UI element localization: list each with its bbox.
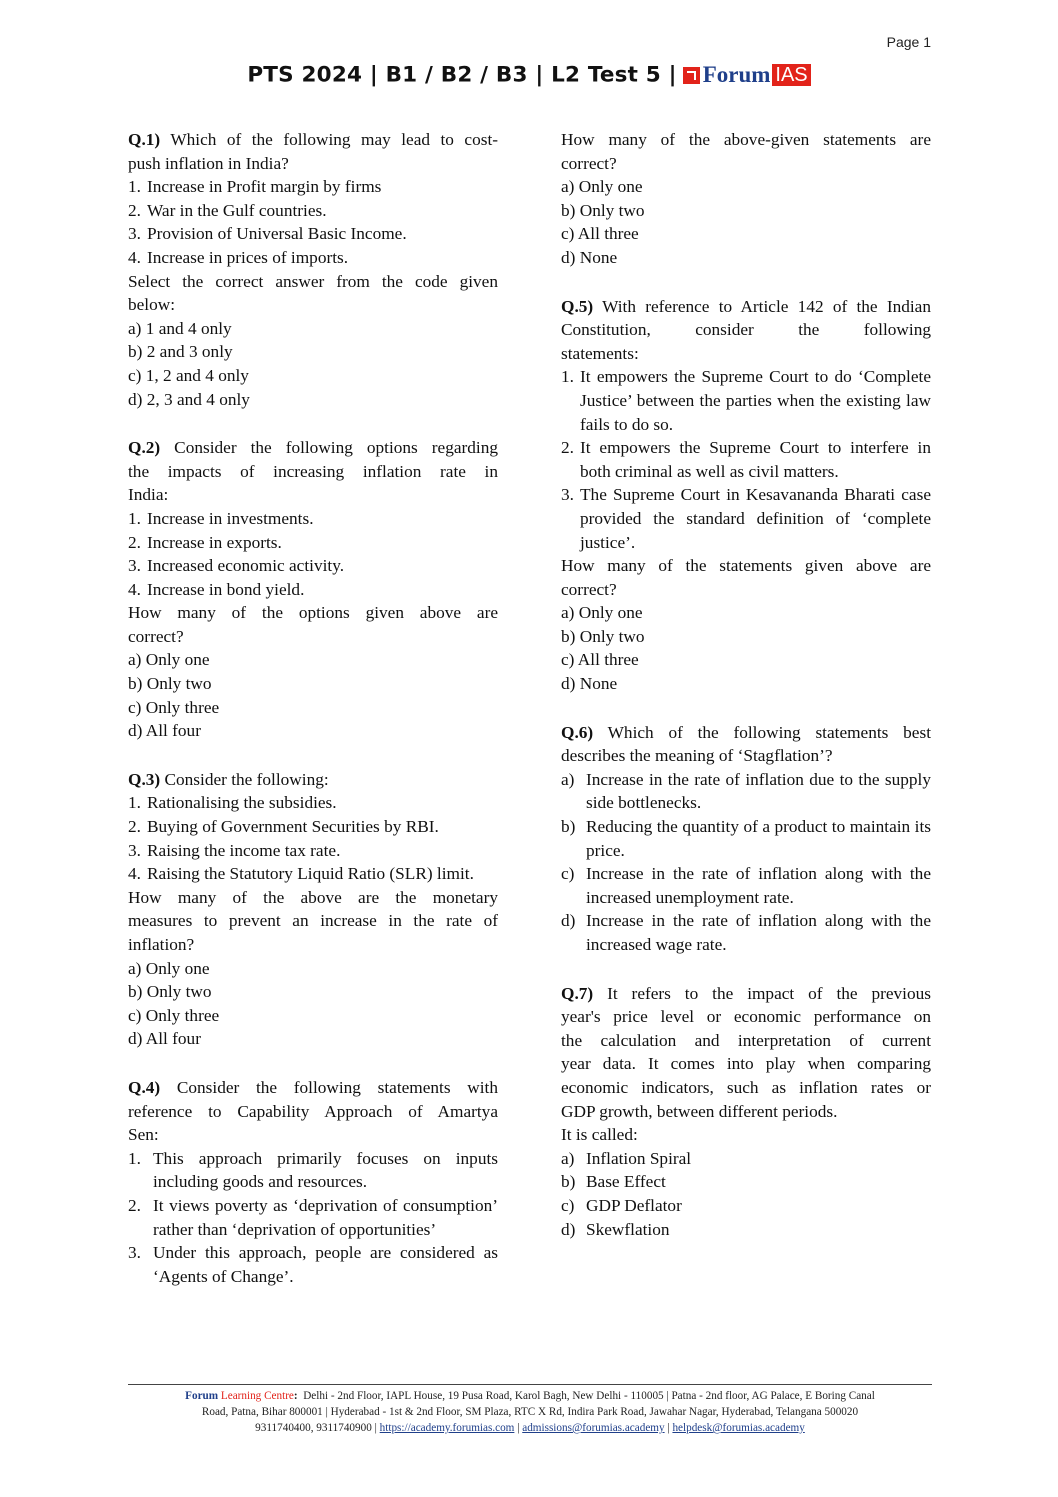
answer-option: d) Skewflation (561, 1219, 670, 1239)
question-number: Q.5) (561, 296, 594, 316)
question-number: Q.2) (128, 438, 161, 458)
list-item: 1. It empowers the Supreme Court to do ‘Complete Justice’ between the parties when the existing law fails to do so. (561, 367, 931, 434)
right-column (561, 128, 931, 1266)
footer-brand-suffix: Learning Centre (218, 1390, 294, 1402)
question-prompt: Select the correct answer from the code given (128, 271, 498, 291)
list-item: 3. Under this approach, people are considered as ‘Agents of Change’. (128, 1243, 498, 1286)
academy-link[interactable]: https://academy.forumias.com (379, 1422, 515, 1434)
answer-options (128, 648, 498, 742)
answer-options (561, 768, 931, 957)
admissions-email-link[interactable]: admissions@forumias.academy (522, 1422, 665, 1434)
list-item: 2. Increase in exports. (128, 532, 282, 552)
logo-forum-text: Forum (702, 62, 771, 87)
question-3: Q.3) Consider the following: 1. Rationalising the subsidies. 2. Buying of Government Securities by RBI. 3. Raising the income tax rate. 4. Raising the Statutory Liquid Ratio (SLR) limit. How many of the above are the monetary measures to prevent an increase in the rate of inflation? a) Only one b) Only two c) Only three d) All four (128, 768, 498, 1051)
question-prompt: correct? (561, 579, 617, 599)
answer-option: b) Only two (561, 200, 645, 220)
list-item: 3. Increased economic activity. (128, 556, 345, 576)
answer-option: d) Increase in the rate of inflation along with the increased wage rate. (561, 911, 931, 954)
page-number: Page 1 (886, 34, 931, 50)
logo-ias-text: IAS (772, 64, 810, 86)
question-4: Q.4) Consider the following statements with reference to Capability Approach of Amartya Sen: 1. This approach primarily focuses on inputs including goods and resources. 2. It views poverty as ‘deprivation of consumption’ rather than ‘deprivation of opportunities’ 3. Under this approach, people are considered as ‘Agents of Change’. (128, 1076, 498, 1288)
answer-option: a) Only one (561, 603, 643, 623)
answer-option: b) 2 and 3 only (128, 342, 233, 362)
answer-option: b) Only two (128, 674, 212, 694)
answer-options (561, 601, 931, 695)
question-prompt: How many of the above are the monetary (128, 887, 498, 907)
answer-option: a) Only one (128, 958, 210, 978)
question-number: Q.4) (128, 1077, 161, 1097)
list-item: 1. Increase in Profit margin by firms (128, 177, 382, 197)
list-item: 1. This approach primarily focuses on inputs including goods and resources. (128, 1148, 498, 1192)
answer-option: c) GDP Deflator (561, 1195, 682, 1215)
list-item: 4. Increase in bond yield. (128, 579, 305, 599)
question-4-continued (561, 128, 931, 270)
answer-option: a) Only one (128, 650, 210, 670)
question-prompt: How many of the options given above are (128, 603, 498, 623)
test-title: PTS 2024 | B1 / B2 / B3 | L2 Test 5 | (247, 62, 677, 88)
answer-option: b) Only two (128, 982, 212, 1002)
footer-brand: Forum (185, 1390, 219, 1402)
statement-list (128, 791, 498, 885)
footer-address: Delhi - 2nd Floor, IAPL House, 19 Pusa Road, Karol Bagh, New Delhi - 110005 | Patna - 2nd floor, AG Palace, E Boring Canal (303, 1390, 875, 1402)
answer-option: a) Increase in the rate of inflation due to the supply side bottlenecks. (561, 769, 931, 813)
question-prompt: inflation? (128, 935, 195, 954)
statement-list (128, 175, 498, 269)
answer-option: d) 2, 3 and 4 only (128, 389, 250, 409)
forumias-logo (683, 62, 811, 88)
question-prompt: It is called: (561, 1125, 638, 1145)
question-prompt: correct? (128, 626, 184, 646)
question-number: Q.3) (128, 769, 161, 789)
answer-option: b) Reducing the quantity of a product to maintain its price. (561, 817, 931, 860)
question-number: Q.1) (128, 130, 161, 149)
left-column (128, 128, 498, 1313)
footer-address: Road, Patna, Bihar 800001 | Hyderabad - 1st & 2nd Floor, SM Plaza, RTC X Rd, Indira Park Road, Jawahar Nagar, Hyderabad, Telangana 500020 (201, 1406, 859, 1418)
list-item: 3. Raising the income tax rate. (128, 840, 341, 860)
answer-option: c) All three (561, 650, 639, 670)
helpdesk-email-link[interactable]: helpdesk@forumias.academy (672, 1422, 805, 1434)
answer-options (561, 175, 931, 269)
answer-option: d) All four (128, 721, 201, 741)
question-prompt: correct? (561, 153, 617, 173)
question-number: Q.6) (561, 722, 594, 742)
answer-option: d) None (561, 674, 618, 694)
answer-options (128, 317, 498, 411)
list-item: 4. Increase in prices of imports. (128, 247, 349, 267)
question-6: Q.6) Which of the following statements best describes the meaning of ‘Stagflation’? a) Increase in the rate of inflation due to the supply side bottlenecks. b) Reducing the quantity of a product to maintain its price. c) Increase in the rate of inflation along with the increased unemployment rate. d) Increase in the rate of inflation along with the increased wage rate. (561, 721, 931, 957)
answer-option: b) Only two (561, 626, 645, 646)
list-item: 1. Rationalising the subsidies. (128, 793, 337, 813)
answer-option: a) Inflation Spiral (561, 1148, 692, 1168)
answer-option: a) 1 and 4 only (128, 318, 232, 338)
answer-option: c) All three (561, 224, 639, 244)
question-5: Q.5) With reference to Article 142 of the Indian Constitution, consider the following statements: 1. It empowers the Supreme Court to do ‘Complete Justice’ between the parties when the existing law fails to do so. 2. It empowers the Supreme Court to interfere in both criminal as well as civil matters. 3. The Supreme Court in Kesavananda Bharati case provided the standard definition of ‘complete justice’. How many of the statements given above are correct? a) Only one b) Only two c) All three d) None (561, 295, 931, 696)
list-item: 2. It views poverty as ‘deprivation of consumption’ rather than ‘deprivation of opportunities’ (128, 1195, 498, 1239)
question-text: Which of the following may lead to cost- (160, 130, 498, 149)
answer-option: c) 1, 2 and 4 only (128, 365, 249, 385)
footer-phones: 9311740400, 9311740900 | (255, 1422, 377, 1434)
answer-options (128, 957, 498, 1051)
question-1 (128, 128, 498, 411)
statement-list (561, 365, 931, 554)
question-7: Q.7) It refers to the impact of the previous year's price level or economic performance on the calculation and interpretation of current year data. It comes into play when comparing economic indicators, such as inflation rates or GDP growth, between different periods. It is called: a) Inflation Spiral b) Base Effect c) GDP Deflator d) Skewflation (561, 982, 931, 1242)
statement-list (128, 1147, 498, 1289)
answer-option: c) Increase in the rate of inflation along with the increased unemployment rate. (561, 864, 931, 907)
question-prompt: measures to prevent an increase in the rate of (128, 911, 498, 931)
question-prompt: below: (128, 295, 176, 315)
list-item: 4. Raising the Statutory Liquid Ratio (SLR) limit. (128, 864, 474, 884)
answer-options (561, 1147, 931, 1241)
answer-option: d) All four (128, 1029, 201, 1049)
list-item: 3. The Supreme Court in Kesavananda Bharati case provided the standard definition of ‘complete justice’. (561, 485, 931, 552)
answer-option: c) Only three (128, 697, 220, 717)
page-header (0, 62, 1058, 88)
list-item: 2. Buying of Government Securities by RBI. (128, 817, 439, 837)
question-text: push inflation in India? (128, 153, 289, 173)
arrow-up-right-icon (683, 67, 700, 84)
answer-option: d) None (561, 247, 618, 267)
question-prompt: How many of the above-given statements are (561, 130, 931, 149)
page-footer: Forum Learning Centre: Delhi - 2nd Floor, IAPL House, 19 Pusa Road, Karol Bagh, New Delhi - 110005 | Patna - 2nd floor, AG Palace, E Boring Canal Road, Patna, Bihar 800001 | Hyderabad - 1st & 2nd Floor, SM Plaza, RTC X Rd, Indira Park Road, Jawahar Nagar, Hyderabad, Telangana 500020 9311740400, 9311740900 | https://academy.forumias.com | admissions@forumias.academy | helpdesk@forumias.academy (128, 1384, 932, 1436)
answer-option: c) Only three (128, 1005, 220, 1025)
statement-list (128, 507, 498, 601)
question-number: Q.7) (561, 983, 594, 1003)
list-item: 2. It empowers the Supreme Court to interfere in both criminal as well as civil matters. (561, 438, 931, 481)
answer-option: a) Only one (561, 177, 643, 197)
list-item: 3. Provision of Universal Basic Income. (128, 224, 407, 244)
question-prompt: How many of the statements given above are (561, 556, 931, 576)
list-item: 2. War in the Gulf countries. (128, 200, 327, 220)
list-item: 1. Increase in investments. (128, 508, 314, 528)
question-2: Q.2) Consider the following options regarding the impacts of increasing inflation rate in India: 1. Increase in investments. 2. Increase in exports. 3. Increased economic activity. 4. Increase in bond yield. How many of the options given above are correct? a) Only one b) Only two c) Only three d) All four (128, 436, 498, 743)
answer-option: b) Base Effect (561, 1172, 666, 1192)
